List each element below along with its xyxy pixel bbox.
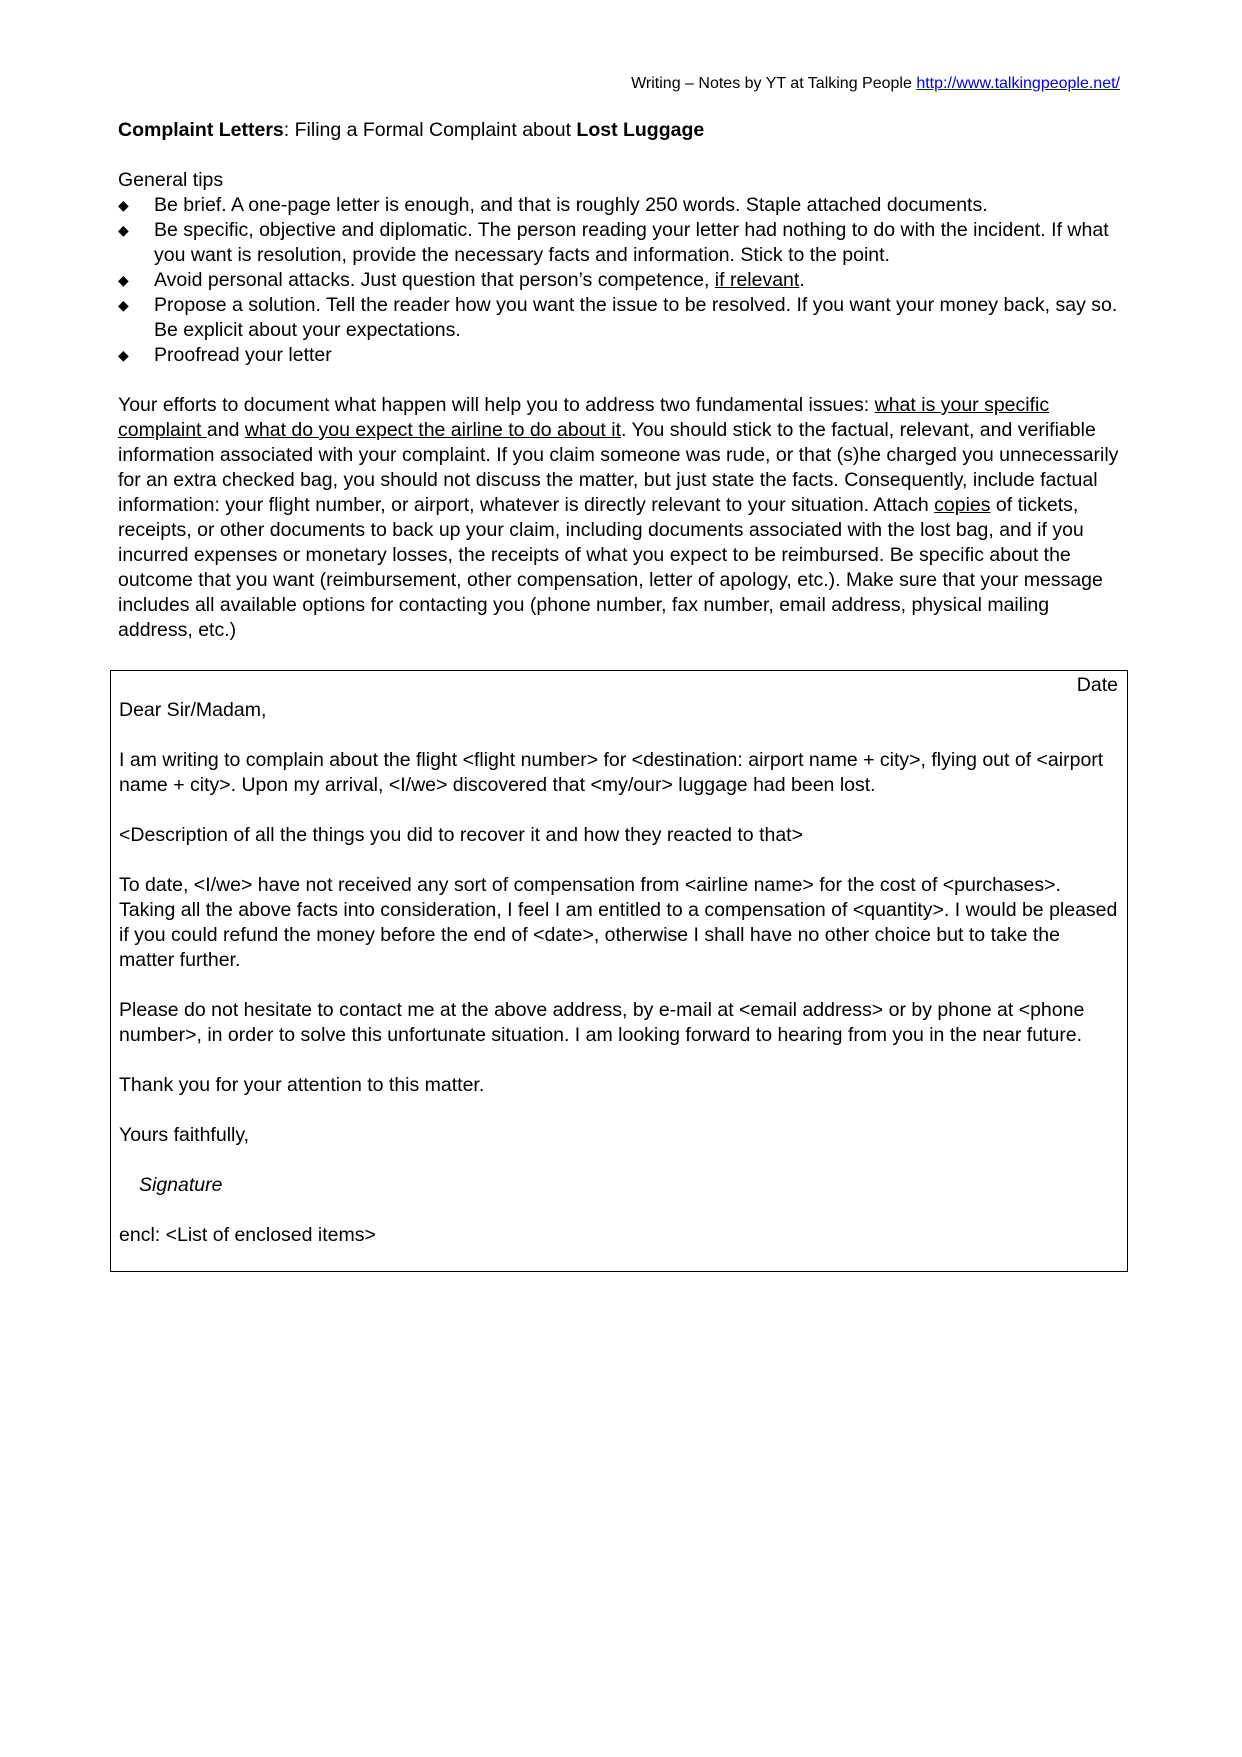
tip-item	[118, 193, 1128, 218]
paragraph-underlined: copies	[934, 494, 991, 516]
tips-list	[118, 193, 1128, 368]
paragraph-segment: . You should stick to the factual, relevant, and verifiable information associated with your complaint. If you claim someone was rude, or that (s)he charged you unnecessarily for an extra checked bag, you should not discuss the matter, but just state the facts. Consequently, include factual information: your flight number, or airport, whatever is directly relevant to your situation. Attach	[118, 419, 1119, 516]
tip-item	[118, 343, 1128, 368]
tip-item	[118, 293, 1128, 343]
paragraph-segment: Your efforts to document what happen will help you to address two fundamental issues:	[118, 394, 875, 416]
tip-text: Avoid personal attacks. Just question that person’s competence,	[154, 269, 715, 291]
page-header	[631, 74, 1120, 94]
bullet-icon: ◆	[118, 347, 129, 363]
letter-paragraph-4: Please do not hesitate to contact me at the above address, by e-mail at <email address> or by phone at <phone number>, in order to solve this unfortunate situation. I am looking forward to hearing from you in the near future.	[119, 999, 1085, 1046]
letter-paragraph-5: Thank you for your attention to this matter.	[119, 1074, 485, 1096]
paragraph-underlined: what do you expect the airline to do about it	[244, 419, 621, 441]
header-link[interactable]: http://www.talkingpeople.net/	[916, 75, 1120, 92]
title-bold-part1: Complaint Letters	[118, 119, 284, 141]
letter-date: Date	[1076, 674, 1118, 696]
letter-salutation: Dear Sir/Madam,	[119, 699, 267, 721]
paragraph-segment: and	[206, 419, 245, 441]
bullet-icon: ◆	[118, 272, 129, 288]
page-title	[118, 118, 1128, 143]
tip-text: Proofread your letter	[154, 344, 332, 366]
tip-text: Be specific, objective and diplomatic. The person reading your letter had nothing to do with the incident. If what you want is resolution, provide the necessary facts and information. Stick to the point.	[154, 219, 1109, 266]
tips-heading: General tips	[118, 169, 224, 191]
letter-paragraph-1: I am writing to complain about the flight <flight number> for <destination: airport name + city>, flying out of <airport name + city>. Upon my arrival, <I/we> discovered that <my/our> luggage had been lost.	[119, 749, 1104, 796]
tip-item	[118, 268, 1128, 293]
paragraph-segment: of tickets, receipts, or other documents to back up your claim, including documents associated with the lost bag, and if you incurred expenses or monetary losses, the receipts of what you expect to be reimbursed. Be specific about the outcome that you want (reimbursement, other compensation, letter of apology, etc.). Make sure that your message includes all available options for contacting you (phone number, fax number, email address, physical mailing address, etc.)	[118, 494, 1103, 641]
tip-text-end: .	[799, 269, 805, 291]
letter-enclosure: encl: <List of enclosed items>	[119, 1224, 376, 1246]
bullet-icon: ◆	[118, 197, 129, 213]
title-bold-part3: Lost Luggage	[576, 119, 705, 141]
paragraph-underlined: what is your specific complaint	[118, 394, 1050, 441]
tip-underlined-text: if relevant	[714, 269, 800, 291]
title-part2: : Filing a Formal Complaint about	[283, 119, 577, 141]
letter-template-box	[110, 670, 1128, 1272]
letter-paragraph-3: To date, <I/we> have not received any sort of compensation from <airline name> for the cost of <purchases>. Taking all the above facts into consideration, I feel I am entitled to a compensation of <quantity>. I would be pleased if you could refund the money before the end of <date>, otherwise I shall have no other choice but to take the matter further.	[119, 874, 1118, 971]
letter-closing: Yours faithfully,	[119, 1124, 250, 1146]
main-content	[118, 118, 1128, 643]
letter-body	[119, 698, 1119, 1248]
body-paragraph	[118, 393, 1128, 643]
letter-paragraph-2: <Description of all the things you did to recover it and how they reacted to that>	[119, 824, 803, 846]
bullet-icon: ◆	[118, 222, 129, 238]
letter-signature: Signature	[139, 1174, 223, 1196]
header-text: Writing – Notes by YT at Talking People	[631, 75, 917, 92]
tip-item	[118, 218, 1128, 268]
tip-text: Propose a solution. Tell the reader how you want the issue to be resolved. If you want your money back, say so. Be explicit about your expectations.	[154, 294, 1118, 341]
bullet-icon: ◆	[118, 297, 129, 313]
tip-text: Be brief. A one-page letter is enough, and that is roughly 250 words. Staple attached documents.	[154, 194, 988, 216]
